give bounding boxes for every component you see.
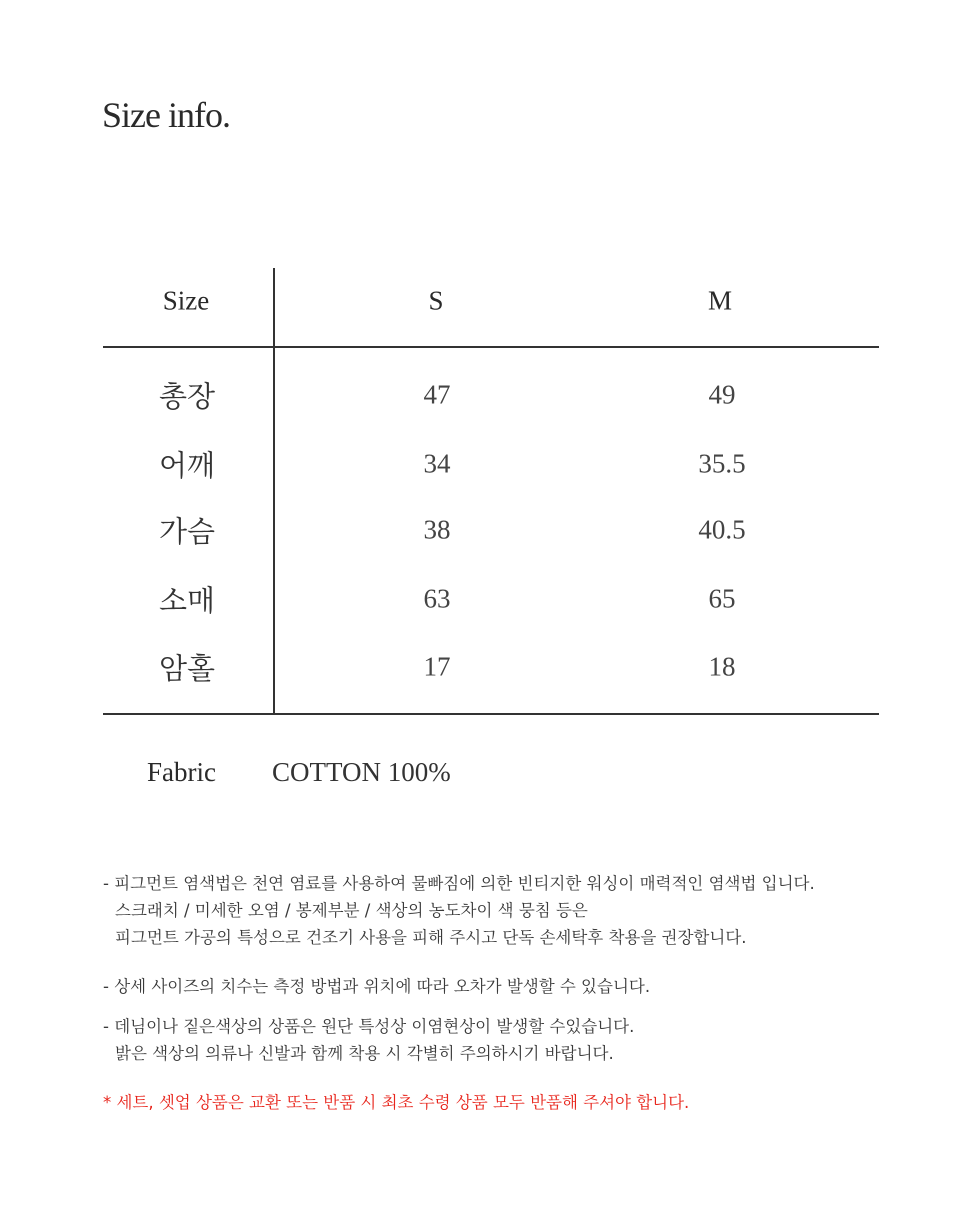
table-cell-sleeve-m: 65 — [708, 583, 736, 614]
denim-note — [103, 1013, 634, 1067]
table-cell-armhole-m: 18 — [708, 651, 736, 682]
note-line: 스크래치 / 미세한 오염 / 봉제부분 / 색상의 농도차이 색 뭉침 등은 — [115, 901, 588, 920]
page-title: Size info. — [102, 95, 230, 135]
row-label-shoulder: 어깨 — [158, 448, 216, 483]
table-cell-total-length-s: 47 — [423, 379, 451, 410]
table-cell-armhole-s: 17 — [423, 651, 451, 682]
table-cell-total-length-m: 49 — [708, 379, 736, 410]
pigment-dye-note — [103, 870, 815, 951]
set-return-warning: * 세트, 셋업 상품은 교환 또는 반품 시 최초 수령 상품 모두 반품해 주셔야 합니다. — [103, 1093, 690, 1112]
row-label-total-length: 총장 — [158, 379, 216, 414]
table-cell-shoulder-s: 34 — [423, 448, 451, 479]
table-header-rule — [103, 346, 879, 348]
fabric-value: COTTON 100% — [272, 757, 451, 787]
row-label-sleeve: 소매 — [158, 583, 216, 618]
note-line: - 상세 사이즈의 치수는 측정 방법과 위치에 따라 오차가 발생할 수 있습니다. — [103, 977, 651, 996]
table-cell-chest-m: 40.5 — [698, 514, 746, 545]
row-label-armhole: 암홀 — [158, 651, 216, 686]
measurement-note — [103, 973, 650, 1000]
note-line: - 피그먼트 염색법은 천연 염료를 사용하여 물빠짐에 의한 빈티지한 워싱이 매력적인 염색법 입니다. — [103, 874, 815, 893]
note-line: 피그먼트 가공의 특성으로 건조기 사용을 피해 주시고 단독 손세탁후 착용을 권장합니다. — [115, 928, 747, 947]
table-cell-shoulder-m: 35.5 — [698, 448, 746, 479]
table-vertical-divider — [273, 268, 275, 715]
row-label-chest: 가슴 — [158, 514, 216, 549]
size-table — [103, 268, 879, 715]
note-line: 밝은 색상의 의류나 신발과 함께 착용 시 각별히 주의하시기 바랍니다. — [115, 1044, 614, 1063]
size-header-label: Size — [162, 285, 210, 316]
table-bottom-rule — [103, 713, 879, 715]
fabric-label: Fabric — [147, 757, 216, 787]
table-cell-sleeve-s: 63 — [423, 583, 451, 614]
size-column-m: M — [707, 285, 733, 316]
note-line: - 데님이나 짙은색상의 상품은 원단 특성상 이염현상이 발생할 수있습니다. — [103, 1017, 635, 1036]
size-column-s: S — [428, 285, 444, 316]
table-cell-chest-s: 38 — [423, 514, 451, 545]
